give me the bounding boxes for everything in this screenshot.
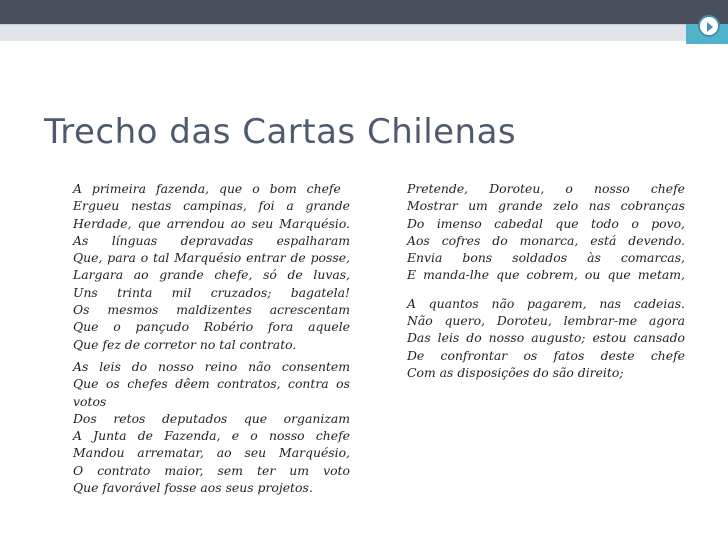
- poem-line: Aos cofres do monarca, está devendo.: [407, 232, 685, 248]
- poem-line: A Junta de Fazenda, e o nosso chefe: [73, 428, 350, 444]
- poem-line: Pretende, Doroteu, o nosso chefe: [407, 181, 685, 196]
- poem-line: votos: [73, 393, 107, 409]
- poem-line: O contrato maior, sem ter um voto: [73, 462, 350, 478]
- poem-line: Herdade, que arrendou ao seu Marquésio.: [73, 215, 350, 231]
- poem-line: Do imenso cabedal que todo o povo,: [407, 215, 685, 231]
- poem-stanza: [407, 180, 685, 284]
- poem-line: Os mesmos maldizentes acrescentam: [73, 302, 350, 318]
- poem-line: De confrontar os fatos deste chefe: [407, 347, 685, 363]
- poem-left-column: [73, 180, 350, 496]
- poem-line: As leis do nosso reino não consentem: [73, 358, 350, 374]
- poem-line: As línguas depravadas espalharam: [73, 232, 350, 248]
- poem-line: Das leis do nosso augusto; estou cansado: [407, 330, 685, 346]
- poem-line: Com as disposições do são direito;: [407, 364, 624, 380]
- poem-line: Que os chefes dêem contratos, contra os: [73, 376, 350, 392]
- poem-line: E manda-lhe que cobrem, ou que metam,: [407, 267, 685, 283]
- poem-line: Que, para o tal Marquésio entrar de posse,: [73, 250, 350, 266]
- poem-line: Não quero, Doroteu, lembrar-me agora: [407, 313, 685, 329]
- poem-line: Que o pançudo Robério fora aquele: [73, 319, 350, 335]
- header-stripe: [0, 24, 728, 41]
- poem-line: Largara ao grande chefe, só de luvas,: [73, 267, 350, 283]
- poem-line: A quantos não pagarem, nas cadeias.: [407, 295, 685, 311]
- poem-stanza: [73, 180, 350, 353]
- slide-title: Trecho das Cartas Chilenas: [44, 112, 517, 152]
- poem-line: Mostrar um grande zelo nas cobranças: [407, 198, 685, 214]
- poem-right-column: [407, 180, 685, 381]
- header-band: [0, 0, 728, 24]
- poem-line: Que favorável fosse aos seus projetos.: [73, 480, 313, 496]
- play-icon: [698, 15, 720, 37]
- poem-stanza: [407, 295, 685, 381]
- poem-line: Ergueu nestas campinas, foi a grande: [73, 198, 350, 214]
- poem-line: Que fez de corretor no tal contrato.: [73, 336, 297, 352]
- poem-line: Envia bons soldados às comarcas,: [407, 250, 685, 266]
- poem-line: Mandou arrematar, ao seu Marquésio,: [73, 445, 350, 461]
- poem-line: A primeira fazenda, que o bom chefe: [73, 181, 341, 196]
- poem-line: Uns trinta mil cruzados; bagatela!: [73, 284, 350, 300]
- poem-stanza: [73, 358, 350, 496]
- poem-line: Dos retos deputados que organizam: [73, 410, 350, 426]
